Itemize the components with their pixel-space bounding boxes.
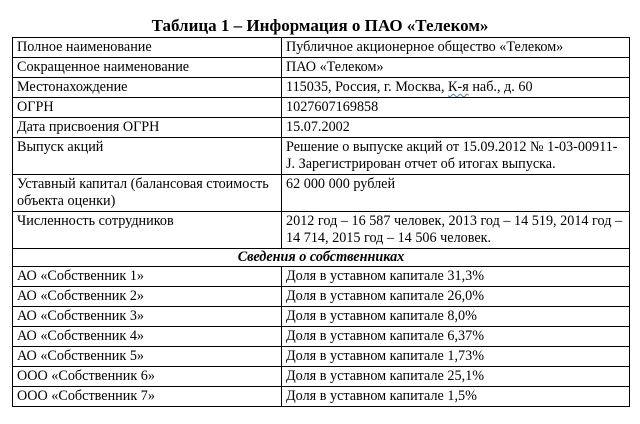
table-row-charter-capital [13, 175, 630, 212]
owner-share: Доля в уставном капитале 31,3% [282, 267, 630, 287]
address-abbreviation: К-я [448, 79, 469, 95]
row-value [282, 78, 630, 98]
owner-name: АО «Собственник 1» [13, 267, 282, 287]
table-row-employees [13, 212, 630, 249]
owner-share: Доля в уставном капитале 1,5% [282, 387, 630, 407]
owner-name: ООО «Собственник 6» [13, 367, 282, 387]
table-row-short-name [13, 58, 630, 78]
row-label: Уставный капитал (балансовая стоимость объекта оценки) [13, 175, 282, 212]
row-label: Численность сотрудников [13, 212, 282, 249]
table-row-owner [13, 347, 630, 367]
owner-share: Доля в уставном капитале 6,37% [282, 327, 630, 347]
row-value: 62 000 000 рублей [282, 175, 630, 212]
company-info-table [12, 37, 630, 407]
owner-name: АО «Собственник 3» [13, 307, 282, 327]
address-part: наб., д. 60 [468, 79, 533, 95]
table-row-owner [13, 327, 630, 347]
owner-name: АО «Собственник 4» [13, 327, 282, 347]
row-label: Выпуск акций [13, 138, 282, 175]
owner-name: АО «Собственник 5» [13, 347, 282, 367]
row-value: 2012 год – 16 587 человек, 2013 год – 14 519, 2014 год – 14 714, 2015 год – 14 506 человек. [282, 212, 630, 249]
row-value: 15.07.2002 [282, 118, 630, 138]
owner-share: Доля в уставном капитале 25,1% [282, 367, 630, 387]
table-title: Таблица 1 – Информация о ПАО «Телеком» [151, 16, 489, 35]
section-title: Сведения о собственниках [13, 249, 630, 267]
row-label: Полное наименование [13, 38, 282, 58]
row-value: 1027607169858 [282, 98, 630, 118]
owner-name: АО «Собственник 2» [13, 287, 282, 307]
table-row-owner [13, 307, 630, 327]
table-row-location [13, 78, 630, 98]
owner-name: ООО «Собственник 7» [13, 387, 282, 407]
address-part: 115035, Россия, г. Москва, [286, 79, 449, 95]
table-row-owner [13, 287, 630, 307]
row-value: ПАО «Телеком» [282, 58, 630, 78]
table-row-owner [13, 387, 630, 407]
row-label: Дата присвоения ОГРН [13, 118, 282, 138]
row-label: ОГРН [13, 98, 282, 118]
row-label: Местонахождение [13, 78, 282, 98]
owner-share: Доля в уставном капитале 26,0% [282, 287, 630, 307]
table-row-owner [13, 367, 630, 387]
owner-share: Доля в уставном капитале 1,73% [282, 347, 630, 367]
table-row-ogrn [13, 98, 630, 118]
table-row-full-name [13, 38, 630, 58]
owner-share: Доля в уставном капитале 8,0% [282, 307, 630, 327]
table-row-ogrn-date [13, 118, 630, 138]
row-value: Публичное акционерное общество «Телеком» [282, 38, 630, 58]
section-header-owners [13, 249, 630, 267]
row-label: Сокращенное наименование [13, 58, 282, 78]
row-value: Решение о выпуске акций от 15.09.2012 № 1-03-00911-J. Зарегистрирован отчет об итогах выпуска. [282, 138, 630, 175]
table-row-share-issue [13, 138, 630, 175]
table-row-owner [13, 267, 630, 287]
